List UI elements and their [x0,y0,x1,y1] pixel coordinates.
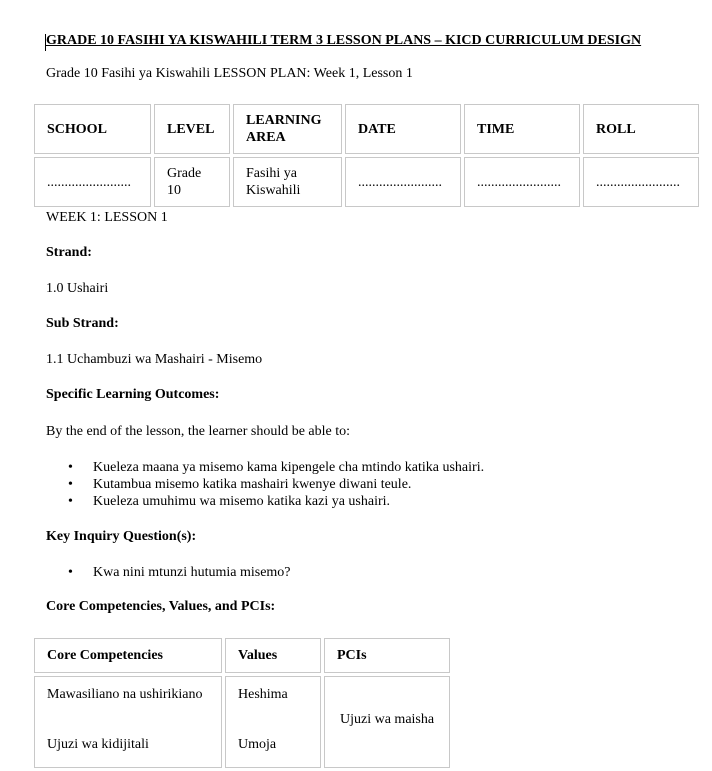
value-item: Heshima [238,687,288,702]
cell-core-competencies [34,676,222,768]
cell-time: ........................ [464,157,580,207]
competencies-label: Core Competencies, Values, and PCIs: [46,599,276,614]
bullet-icon: • [68,460,73,475]
cell-learning-area: Fasihi ya Kiswahili [233,157,342,207]
inquiry-label: Key Inquiry Question(s): [46,529,197,544]
cell-date: ........................ [345,157,461,207]
list-item: • Kueleza umuhimu wa misemo katika kazi ya ushairi. [68,494,391,509]
core-competency-item: Ujuzi wa kidijitali [47,737,149,752]
cell-roll: ........................ [583,157,699,207]
header-learning-area: LEARNING AREA [233,104,342,154]
header-level: LEVEL [154,104,230,154]
cell-pcis [324,676,450,768]
pci-item: Ujuzi wa maisha [340,712,435,727]
value-item: Umoja [238,737,277,752]
list-item: • Kwa nini mtunzi hutumia misemo? [68,565,291,580]
outcomes-label: Specific Learning Outcomes: [46,387,220,402]
sub-strand-value: 1.1 Uchambuzi wa Mashairi - Misemo [46,352,263,367]
document-subtitle: Grade 10 Fasihi ya Kiswahili LESSON PLAN: Week 1, Lesson 1 [46,66,413,81]
header-date: DATE [345,104,461,154]
strand-value: 1.0 Ushairi [46,281,109,296]
bullet-icon: • [68,565,73,580]
lesson-info-table [31,101,702,210]
cell-level: Grade 10 [154,157,230,207]
document-title: GRADE 10 FASIHI YA KISWAHILI TERM 3 LESSON PLANS – KICD CURRICULUM DESIGN [46,33,642,48]
cell-values [225,676,321,768]
bullet-icon: • [68,494,73,509]
inquiry-list [46,564,291,581]
core-competency-item: Mawasiliano na ushirikiano [47,687,203,702]
header-roll: ROLL [583,104,699,154]
outcomes-intro: By the end of the lesson, the learner should be able to: [46,424,351,439]
week-label: WEEK 1: LESSON 1 [46,210,168,225]
header-school: SCHOOL [34,104,151,154]
strand-label: Strand: [46,245,92,260]
cell-school: ........................ [34,157,151,207]
bullet-icon: • [68,477,73,492]
sub-strand-label: Sub Strand: [46,316,119,331]
competencies-table [31,635,453,771]
list-item: • Kutambua misemo katika mashairi kwenye diwani teule. [68,477,412,492]
header-pcis: PCIs [324,638,450,673]
list-item: • Kueleza maana ya misemo kama kipengele cha mtindo katika ushairi. [68,460,485,475]
outcomes-list [46,459,484,510]
header-core-competencies: Core Competencies [34,638,222,673]
header-time: TIME [464,104,580,154]
header-values: Values [225,638,321,673]
